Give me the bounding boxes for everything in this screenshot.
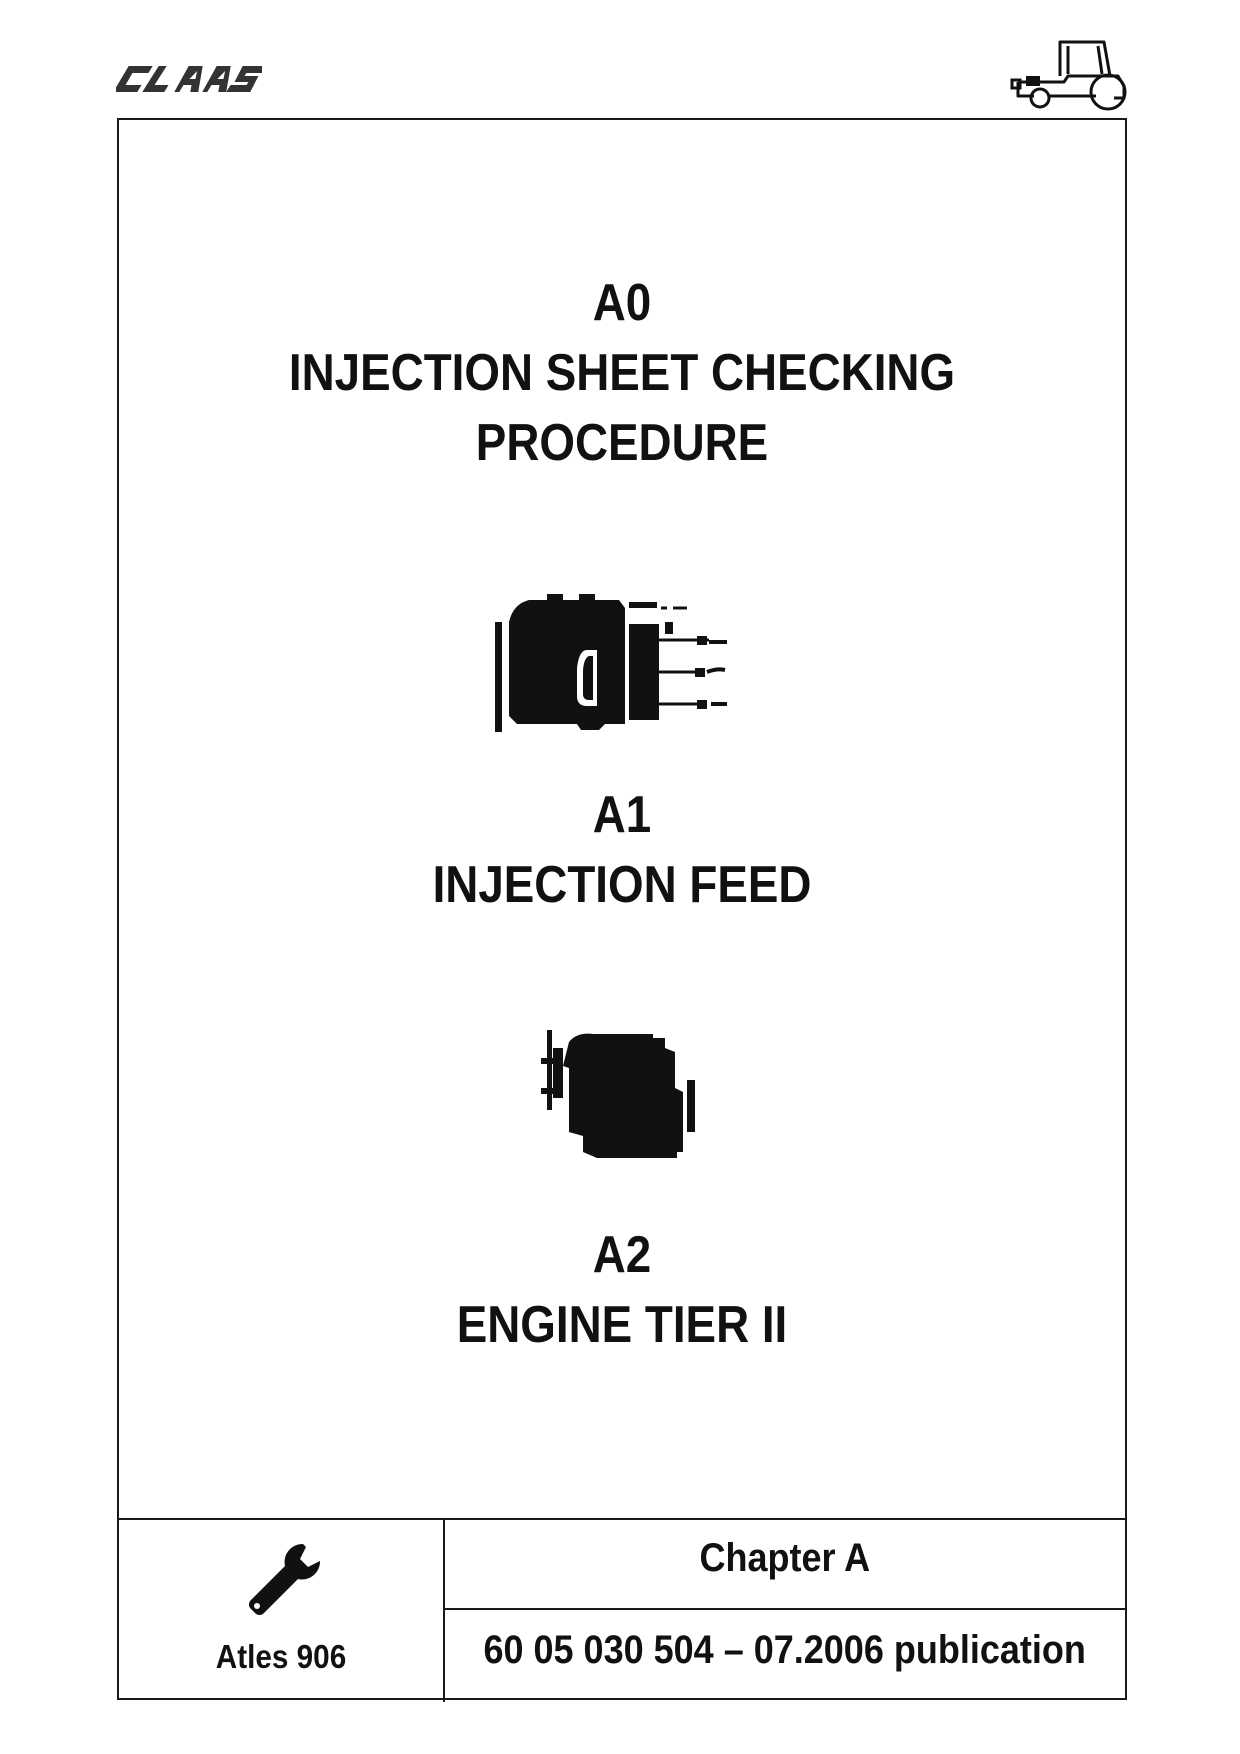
section-a0	[179, 268, 1064, 478]
section-code: A1	[592, 786, 652, 844]
footer-info-cell	[445, 1520, 1125, 1702]
section-title-line: ENGINE TIER II	[456, 1296, 788, 1354]
publication-label: 60 05 030 504 – 07.2006 publication	[483, 1628, 1087, 1672]
section-code: A0	[592, 274, 652, 332]
tractor-icon	[1008, 36, 1128, 114]
chapter-label: Chapter A	[699, 1536, 871, 1580]
chapter-cell	[445, 1520, 1125, 1610]
footer-block	[119, 1518, 1125, 1702]
section-title-line: INJECTION SHEET CHECKING	[288, 344, 956, 402]
section-code: A2	[592, 1226, 652, 1284]
publication-cell	[445, 1610, 1125, 1690]
injection-pump-icon	[489, 582, 759, 732]
section-title-line: PROCEDURE	[475, 414, 769, 472]
model-label: Atles 906	[215, 1638, 347, 1675]
section-a1	[179, 780, 1064, 920]
section-title-line: INJECTION FEED	[432, 856, 812, 914]
wrench-icon	[243, 1536, 327, 1620]
engine-icon	[539, 1028, 699, 1164]
content-frame	[117, 118, 1127, 1700]
claas-logo	[116, 62, 262, 96]
section-a2	[179, 1220, 1064, 1360]
footer-model-cell	[119, 1520, 445, 1702]
